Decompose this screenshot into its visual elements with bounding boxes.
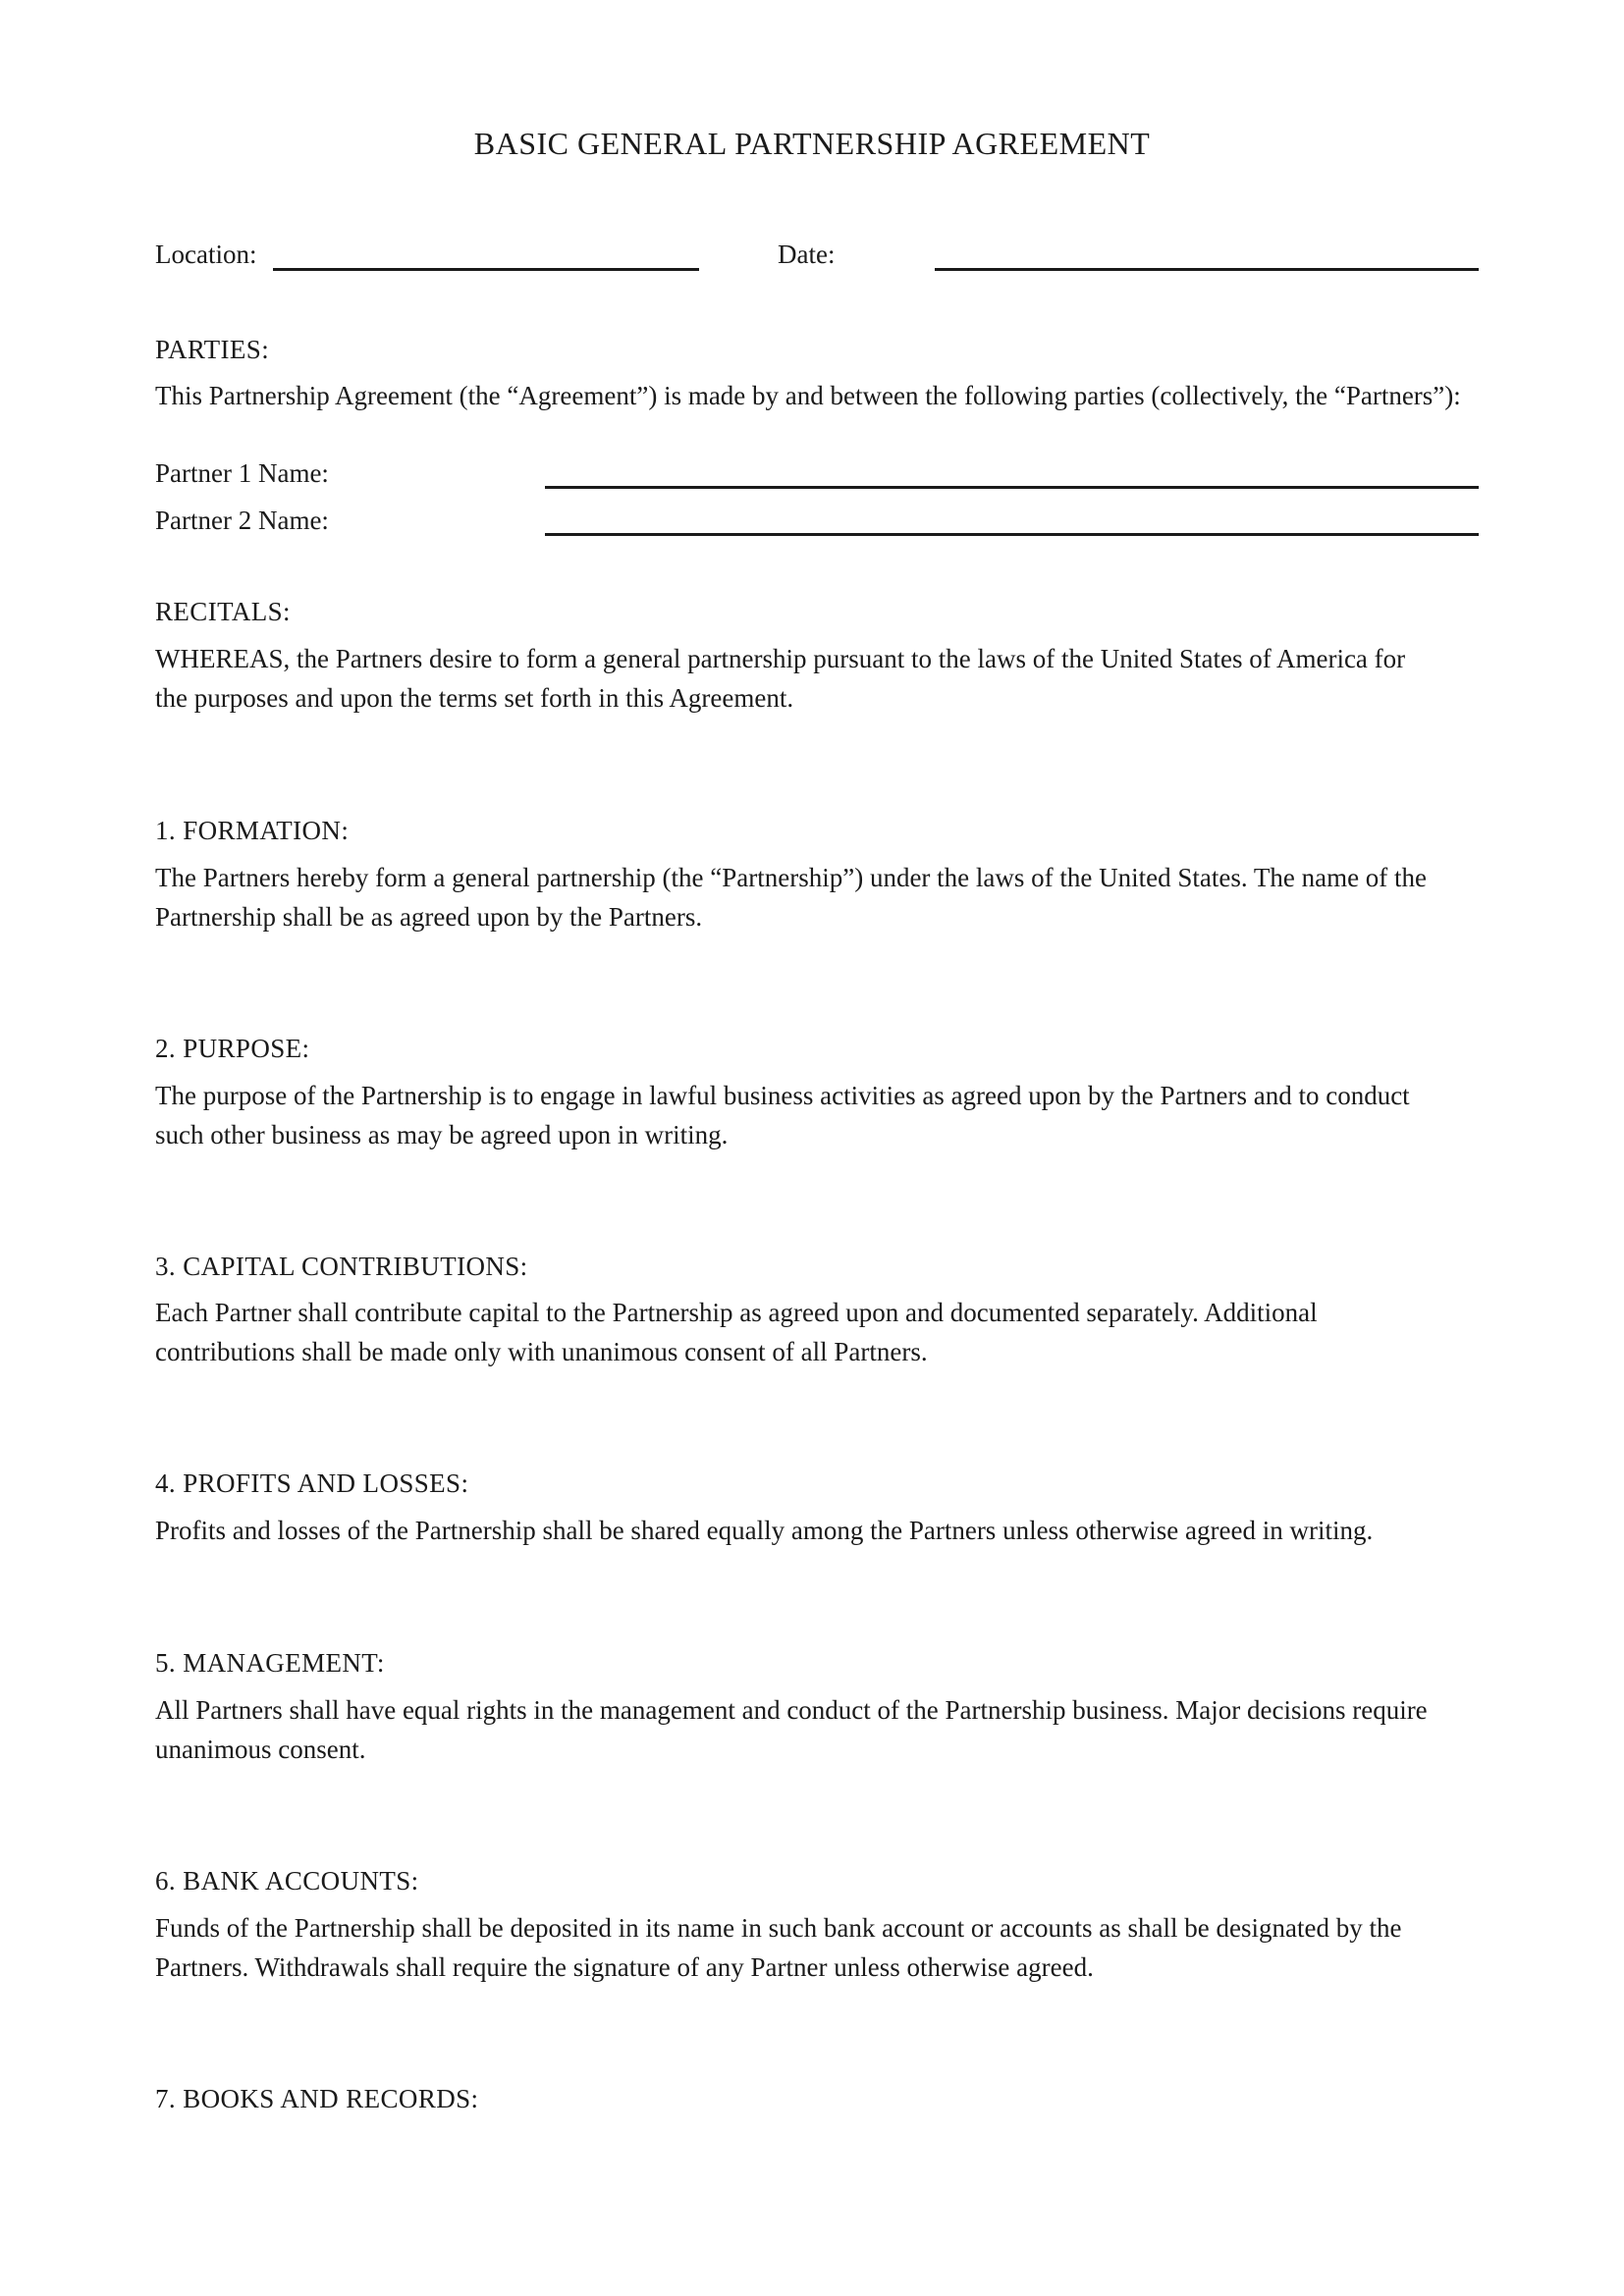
- section-5-line: All Partners shall have equal rights in the management and conduct of the Partnership business. Major decisions require: [155, 1695, 1428, 1725]
- parties-heading: PARTIES:: [155, 335, 270, 364]
- location-label: Location:: [155, 240, 257, 269]
- partner1-label: Partner 1 Name:: [155, 458, 329, 488]
- recitals-heading: RECITALS:: [155, 597, 291, 626]
- location-field[interactable]: [273, 268, 699, 271]
- section-1-heading: 1. FORMATION:: [155, 816, 350, 845]
- recitals-text: [155, 639, 1405, 718]
- partner1-name-field[interactable]: [545, 486, 1479, 489]
- section-4-heading: 4. PROFITS AND LOSSES:: [155, 1468, 469, 1498]
- parties-text: [155, 376, 1461, 415]
- section-1-line: Partnership shall be as agreed upon by the Partners.: [155, 902, 703, 932]
- section-3-line: contributions shall be made only with unanimous consent of all Partners.: [155, 1337, 928, 1366]
- partner2-name-field[interactable]: [545, 533, 1479, 536]
- section-5-heading: 5. MANAGEMENT:: [155, 1648, 385, 1678]
- partner2-label: Partner 2 Name:: [155, 506, 329, 535]
- section-6-heading: 6. BANK ACCOUNTS:: [155, 1866, 419, 1896]
- section-7-heading: 7. BOOKS AND RECORDS:: [155, 2084, 479, 2113]
- recitals-line: WHEREAS, the Partners desire to form a general partnership pursuant to the laws of the United States of America for: [155, 644, 1406, 673]
- recitals-line: the purposes and upon the terms set forth in this Agreement.: [155, 683, 794, 713]
- section-5-text: [155, 1690, 1428, 1769]
- section-3-text: [155, 1293, 1318, 1371]
- parties-text-line: This Partnership Agreement (the “Agreement”) is made by and between the following parties (collectively, the “Partners”):: [155, 381, 1461, 410]
- section-3-line: Each Partner shall contribute capital to the Partnership as agreed upon and documented separately. Additional: [155, 1298, 1318, 1327]
- section-1-text: [155, 858, 1427, 936]
- section-6-line: Funds of the Partnership shall be deposited in its name in such bank account or accounts as shall be designated by the: [155, 1913, 1402, 1943]
- section-4-text: [155, 1511, 1373, 1550]
- section-5-line: unanimous consent.: [155, 1735, 366, 1764]
- section-3-heading: 3. CAPITAL CONTRIBUTIONS:: [155, 1252, 528, 1281]
- date-label: Date:: [778, 240, 836, 269]
- section-2-line: The purpose of the Partnership is to engage in lawful business activities as agreed upon by the Partners and to conduct: [155, 1081, 1410, 1110]
- section-4-line: Profits and losses of the Partnership shall be shared equally among the Partners unless otherwise agreed in writing.: [155, 1516, 1374, 1545]
- section-6-text: [155, 1908, 1401, 1987]
- section-1-line: The Partners hereby form a general partnership (the “Partnership”) under the laws of the United States. The name of the: [155, 863, 1428, 892]
- section-2-line: such other business as may be agreed upon in writing.: [155, 1120, 729, 1149]
- date-field[interactable]: [935, 268, 1479, 271]
- section-2-text: [155, 1076, 1410, 1154]
- section-6-line: Partners. Withdrawals shall require the signature of any Partner unless otherwise agreed.: [155, 1952, 1094, 1982]
- document-title: BASIC GENERAL PARTNERSHIP AGREEMENT: [473, 126, 1151, 161]
- section-2-heading: 2. PURPOSE:: [155, 1034, 310, 1063]
